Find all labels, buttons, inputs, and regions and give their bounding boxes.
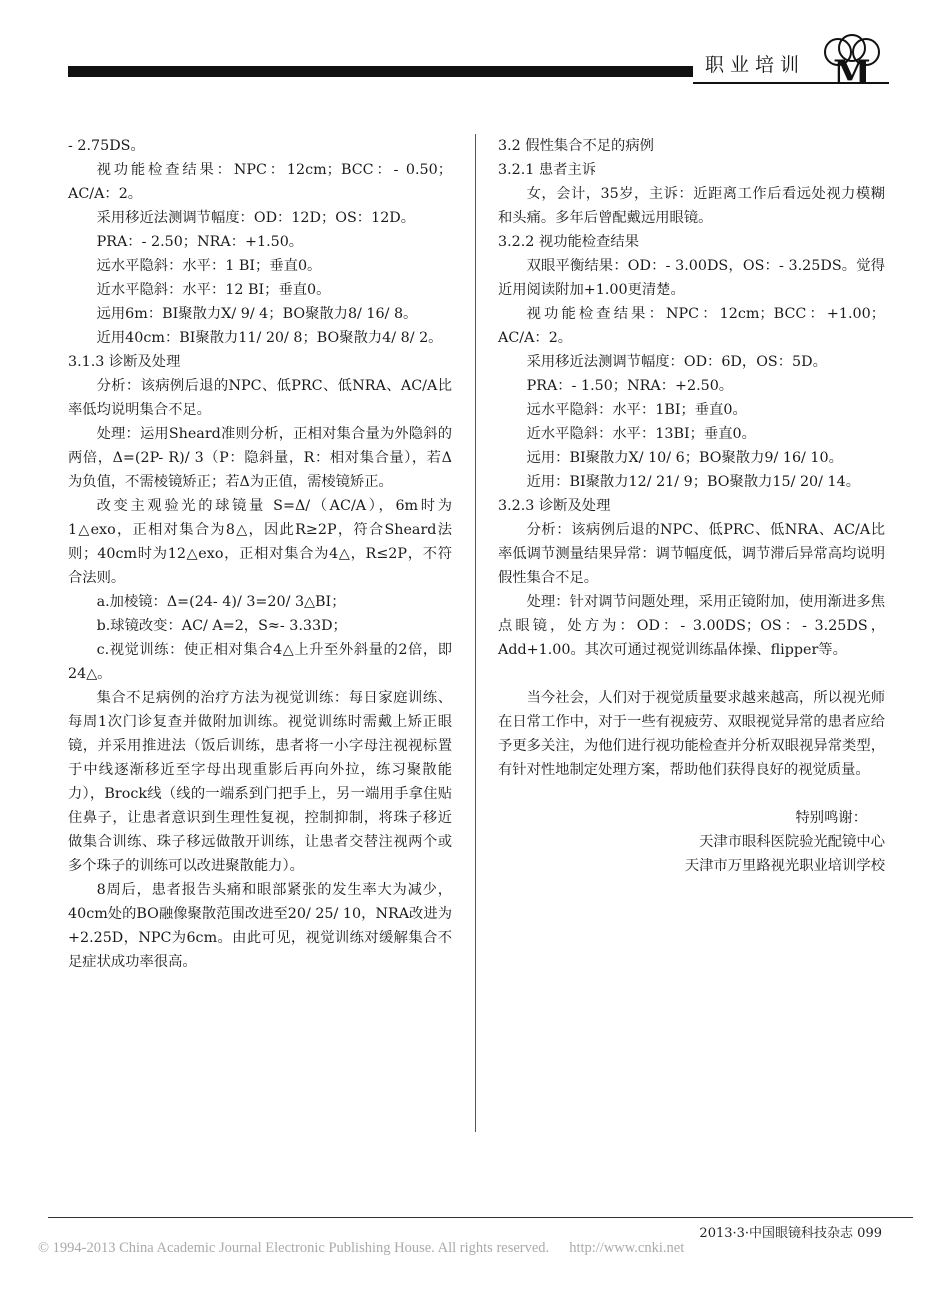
paragraph: 改变主观验光的球镜量 S=Δ/（AC/A），6m时为1△exo，正相对集合为8△，因此R≥2P，符合Sheard法则；40cm时为12△exo，正相对集合为4△，R≤2P，不符合法则。 [68,498,452,586]
paragraph: 远用6m：BI聚散力X/ 9/ 4；BO聚散力8/ 16/ 8。 [96,306,418,322]
section-heading: 3.2 假性集合不足的病例 [498,138,654,154]
paragraph: 视功能检查结果：NPC：12cm；BCC：+1.00；AC/A：2。 [498,306,885,346]
paragraph: 处理：针对调节问题处理，采用正镜附加，使用渐进多焦点眼镜，处方为：OD：- 3.00DS；OS：- 3.25DS，Add+1.00。其次可通过视觉训练晶体操、flipper等。 [498,594,885,658]
paragraph: 分析：该病例后退的NPC、低PRC、低NRA、AC/A比率低均说明集合不足。 [68,378,452,418]
logo-letter: M [833,53,871,86]
paragraph: PRA：- 2.50；NRA：+1.50。 [96,234,304,250]
section-heading: 3.1.3 诊断及处理 [68,354,181,370]
paragraph: 采用移近法测调节幅度：OD：12D；OS：12D。 [96,210,416,226]
copyright-url: http://www.cnki.net [569,1240,685,1256]
paragraph: 处理：运用Sheard准则分析，正相对集合量为外隐斜的两倍，Δ=(2P- R)/ 3（P：隐斜量，R：相对集合量），若Δ为负值，不需棱镜矫正；若Δ为正值，需棱镜矫正。 [68,426,452,490]
paragraph: a.加棱镜：Δ=(24- 4)/ 3=20/ 3△BI； [96,594,346,610]
paragraph: 双眼平衡结果：OD：- 3.00DS，OS：- 3.25DS。觉得近用阅读附加+1.00更清楚。 [498,258,885,298]
paragraph: c.视觉训练：使正相对集合4△上升至外斜量的2倍，即24△。 [68,642,452,682]
acknowledgement-line: 天津市眼科医院验光配镜中心 [699,834,885,850]
paragraph: 集合不足病例的治疗方法为视觉训练：每日家庭训练、每周1次门诊复查并做附加训练。视觉训练时需戴上矫正眼镜，并采用推进法（饭后训练，患者将一小字母注视视标置于中线逐渐移近至字母出现重影后再向外拉，练习聚散能力），Brock线（线的一端系到门把手上，另一端用手拿住贴住鼻子，让患者意识到生理性复视，控制抑制，将珠子移近做集合训练、珠子移远做散开训练，让患者交替注视两个或多个珠子的训练可以改进聚散能力）。 [68,690,452,874]
paragraph: 采用移近法测调节幅度：OD：6D，OS：5D。 [526,354,827,370]
copyright-text: © 1994-2013 China Academic Journal Electronic Publishing House. All rights reserved. [38,1240,550,1256]
paragraph: 近水平隐斜：水平：13BI；垂直0。 [526,426,756,442]
paragraph: 远水平隐斜：水平：1BI；垂直0。 [526,402,747,418]
copyright-notice [38,1240,684,1257]
footer-rule [48,1217,913,1218]
section-heading: 3.2.2 视功能检查结果 [498,234,639,250]
paragraph-gap [498,662,885,686]
column-divider [475,134,476,1132]
left-column [68,134,452,974]
paragraph: b.球镜改变：AC/ A=2，S≈- 3.33D； [96,618,347,634]
section-label: 职业培训 [705,54,806,76]
acknowledgement-line: 天津市万里路视光职业培训学校 [684,858,885,874]
paragraph: 当今社会，人们对于视觉质量要求越来越高，所以视光师在日常工作中，对于一些有视疲劳、双眼视觉异常的患者应给予更多关注，为他们进行视功能检查并分析双眼视异常类型，有针对性地制定处理方案，帮助他们获得良好的视觉质量。 [498,690,885,778]
journal-logo-icon [818,34,886,86]
paragraph: 远水平隐斜：水平：1 BI；垂直0。 [96,258,322,274]
section-heading: 3.2.3 诊断及处理 [498,498,611,514]
paragraph: 视功能检查结果：NPC：12cm；BCC：- 0.50；AC/A：2。 [68,162,452,202]
paragraph: 分析：该病例后退的NPC、低PRC、低NRA、AC/A比率低调节测量结果异常：调节幅度低，调节滞后异常高均说明假性集合不足。 [498,522,885,586]
paragraph: 近水平隐斜：水平：12 BI；垂直0。 [96,282,331,298]
paragraph-gap [498,782,885,806]
footer-journal-info: 2013·3·中国眼镜科技杂志 099 [699,1226,882,1241]
paragraph: 女，会计，35岁，主诉：近距离工作后看远处视力模糊和头痛。多年后曾配戴远用眼镜。 [498,186,885,226]
paragraph: 近用：BI聚散力12/ 21/ 9；BO聚散力15/ 20/ 14。 [526,474,861,490]
paragraph: 近用40cm：BI聚散力11/ 20/ 8；BO聚散力4/ 8/ 2。 [96,330,443,346]
right-column [498,134,885,878]
paragraph: 8周后，患者报告头痛和眼部紧张的发生率大为减少，40cm处的BO融像聚散范围改进至20/ 25/ 10，NRA改进为+2.25D，NPC为6cm。由此可见，视觉训练对缓解集合不足症状成功率很高。 [68,882,452,970]
header-rule [68,66,693,77]
paragraph: 远用：BI聚散力X/ 10/ 6；BO聚散力9/ 16/ 10。 [526,450,843,466]
paragraph: - 2.75DS。 [68,138,145,154]
paragraph: PRA：- 1.50；NRA：+2.50。 [526,378,734,394]
section-heading: 3.2.1 患者主诉 [498,162,597,178]
acknowledgement-title: 特别鸣谢： [795,810,867,826]
